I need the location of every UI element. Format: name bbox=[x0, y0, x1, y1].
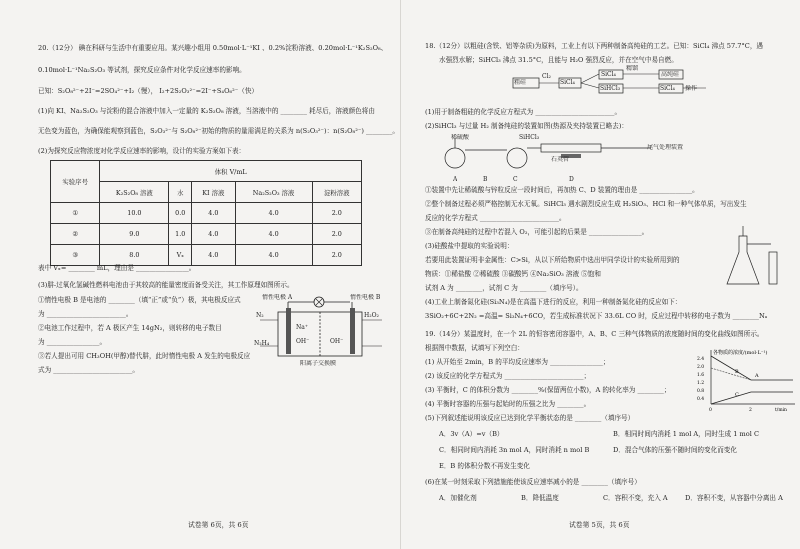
q19-2: (2) 该反应的化学方程式为 ________________________； bbox=[425, 372, 591, 380]
ytick: 2.0 bbox=[697, 365, 705, 370]
table-col: 淀粉溶液 bbox=[312, 182, 361, 203]
curve-c bbox=[711, 392, 793, 404]
right-page bbox=[400, 0, 800, 549]
cell-label-b: 惰性电极 B bbox=[350, 294, 381, 301]
q19-6-opt-c: C．容积不变，充入 A bbox=[603, 494, 668, 502]
q20-p1a: (1)向 KI、Na₂S₂O₃ 与淀粉的混合溶液中加入一定量的 K₂S₂O₈ 溶液，当溶液中的 ________ 耗尽后，溶液颜色将由 bbox=[38, 107, 375, 115]
q20-vx: 表中 Vₓ= ________ mL，理由是 ________________。 bbox=[38, 264, 196, 272]
q20-p3-3: ③若人提出可用 CH₃OH(甲醇)替代肼，此时惰性电极 A 发生的电极反应 bbox=[38, 352, 251, 360]
q19-6-opt-b: B．降低温度 bbox=[521, 494, 559, 502]
q19-5-opt-c: C．相同时间内消耗 3n mol A，同时消耗 n mol B bbox=[439, 446, 590, 454]
cell-label-n2h4: N₂H₄ bbox=[254, 340, 270, 347]
table-cell: 4.0 bbox=[192, 245, 235, 266]
label-a: A bbox=[755, 373, 759, 379]
label-c: C bbox=[735, 392, 739, 398]
right-footer: 试卷第 5页，共 6页 bbox=[569, 521, 630, 529]
left-footer: 试卷第 6页，共 6页 bbox=[188, 521, 249, 529]
table-head-group: 体积 V/mL bbox=[100, 161, 362, 182]
q18-p3: (3)硅酸盐中提取的实验说明： bbox=[425, 242, 514, 250]
q18-p3a: 若要用此装置证明非金属性：C>Si，从以下所给物质中选出甲同学设计的实验所用到的 bbox=[425, 256, 680, 264]
q19-3: (3) 平衡时，C 的体积分数为 ________%(保留两位小数)，A 的转化率为 ________； bbox=[425, 386, 671, 394]
q18-p2-2: ②整个制备过程必须严格控制无水无氧。SiHCl₃ 遇水剧烈反应生成 H₂SiO₃、HCl 和一种气体单质，写出发生 bbox=[425, 200, 747, 208]
q18-p2-2b: 反应的化学方程式 ________________________。 bbox=[425, 214, 566, 222]
app-label-sihcl3: SiHCl₃ bbox=[519, 134, 540, 141]
cell-label-oh2: OH⁻ bbox=[330, 338, 344, 345]
q19-5: (5)下列叙述能说明该反应已达到化学平衡状态的是 ________（填序号） bbox=[425, 414, 635, 422]
q20-p2: (2)为探究反应物浓度对化学反应速率的影响，设计的实验方案如下表： bbox=[38, 147, 246, 155]
q20-p3-1: ①惰性电极 B 是电池的 ________（填“正”或“负”）极，其电极反应式 bbox=[38, 296, 241, 304]
table-head-seq: 实验序号 bbox=[51, 161, 100, 203]
flow-crude: 粗硅 bbox=[514, 79, 527, 86]
chart-xlabel: t/min bbox=[775, 408, 787, 413]
q18-p2-3: ③在制备高纯硅的过程中若混入 O₂，可能引起的后果是 ________________。 bbox=[425, 228, 649, 236]
app-label-d: D bbox=[569, 176, 574, 183]
ytick: 1.6 bbox=[697, 373, 705, 378]
q18-p3c: 试剂 A 为 ________，试剂 C 为 ________（填序号）。 bbox=[425, 284, 583, 292]
q18-head: 18.（12分）以粗硅(含铁、铝等杂质)为原料，工业上有以下两种制备高纯硅的工艺。已知：SiCl₄ 沸点 57.7°C，遇 bbox=[425, 42, 764, 50]
flow-pure1: 高纯硅 bbox=[661, 71, 680, 78]
q19-5-opt-a: A．3v（A）=v（B） bbox=[439, 430, 504, 438]
electrode-b bbox=[350, 308, 355, 354]
cell-label-a: 惰性电极 A bbox=[262, 294, 293, 301]
table-cell: 4.0 bbox=[192, 203, 235, 224]
q20-p3-2b: 为 ________________。 bbox=[38, 338, 107, 346]
q18-p1: (1)用于制备粗硅的化学反应方程式为 ________________________。 bbox=[425, 108, 622, 116]
table-col: K₂S₂O₈ 溶液 bbox=[100, 182, 169, 203]
table-cell: 2.0 bbox=[312, 245, 361, 266]
xtick: 2 bbox=[749, 408, 752, 413]
table-cell: 2.0 bbox=[312, 224, 361, 245]
flow-sicl4b: SiCl₄ bbox=[601, 71, 616, 78]
table-cell: 9.0 bbox=[100, 224, 169, 245]
q20-reaction: 已知：S₂O₈²⁻+2I⁻=2SO₄²⁻+I₂（慢）， I₂+2S₂O₃²⁻=2I⁻+S₄O₆²⁻（快） bbox=[38, 87, 259, 95]
q19-1: (1) 从开始至 2min，B 的平均反应速率为 ________________； bbox=[425, 358, 610, 366]
app-label-tail: 尾气处理装置 bbox=[647, 144, 684, 151]
experiment-table bbox=[50, 160, 362, 266]
flow-cl2: Cl₂ bbox=[542, 73, 551, 80]
q19-5-opt-d: D．混合气体的压强不随时间的变化而变化 bbox=[613, 446, 737, 454]
q20-p1b: 无色变为蓝色，为确保能观察到蓝色，S₂O₃²⁻与 S₂O₈²⁻初始的物质的量需满足的关系为 n(S₂O₃²⁻)：n(S₂O₈²⁻) ________。 bbox=[38, 127, 399, 135]
q18-p2-1: ①装置中先让稀硫酸与锌粒反应一段时间后，再加热 C、D 装置的理由是 ________________。 bbox=[425, 186, 699, 194]
ytick: 0.8 bbox=[697, 389, 705, 394]
table-cell: ② bbox=[51, 224, 100, 245]
flow-sicl4c: SiCl₄ bbox=[660, 85, 675, 92]
table-row bbox=[51, 245, 362, 266]
app-label-b: B bbox=[483, 176, 488, 183]
app-label-a: A bbox=[453, 176, 458, 183]
curve-a bbox=[711, 356, 793, 380]
ytick: 2.4 bbox=[697, 357, 705, 362]
table-col: Na₂S₂O₃ 溶液 bbox=[235, 182, 312, 203]
cell-label-na: Na⁺ bbox=[296, 324, 308, 331]
flow-label3: 操作 bbox=[685, 85, 698, 92]
table-cell: 4.0 bbox=[235, 245, 312, 266]
table-cell: 4.0 bbox=[235, 203, 312, 224]
chart-ytitle: 各物质的浓度/(mol·L⁻¹) bbox=[713, 350, 768, 356]
q19-4: (4) 平衡时容器的压强与起始时的压强之比为 ________。 bbox=[425, 400, 591, 408]
table-col: 水 bbox=[169, 182, 192, 203]
q19-5-opt-b: B．相同时间内消耗 1 mol A，同时生成 1 mol C bbox=[613, 430, 759, 438]
q18-p4: (4)工业上制备氮化硅(Si₃N₄)是在高温下进行的反应，利用一种制备氮化硅的反应如下： bbox=[425, 298, 682, 306]
cell-label-membrane: 阳离子交换膜 bbox=[300, 360, 337, 367]
q19-6-opt-d: D．容积不变，从容器中分离出 A bbox=[685, 494, 783, 502]
apparatus-diagram bbox=[441, 134, 711, 174]
q19-line2: 根据图中数据，试填写下列空白： bbox=[425, 344, 524, 352]
flask-apparatus bbox=[717, 222, 787, 292]
concentration-chart bbox=[695, 346, 799, 414]
table-cell: 8.0 bbox=[100, 245, 169, 266]
q20-head: 20.（12分） 碘在科研与生活中有重要应用。某兴趣小组用 0.50mol·L⁻¹KI 、0.2%淀粉溶液、0.20mol·L⁻¹K₂S₂O₈、 bbox=[38, 44, 388, 52]
flow-sicl4a: SiCl₄ bbox=[560, 79, 575, 86]
cell-label-h2o2: H₂O₂ bbox=[364, 312, 379, 319]
table-cell: ③ bbox=[51, 245, 100, 266]
table-row bbox=[51, 203, 362, 224]
table-row bbox=[51, 224, 362, 245]
q18-p3b: 物质：①稀盐酸 ②稀硫酸 ③碳酸钙 ④Na₂SiO₃ 溶液 ⑤饱和 bbox=[425, 270, 601, 278]
app-label-flask: 稀硫酸 bbox=[451, 134, 470, 141]
table-cell: 2.0 bbox=[312, 203, 361, 224]
flow-sihcl3: SiHCl₃ bbox=[600, 85, 621, 92]
ytick: 1.2 bbox=[697, 381, 705, 386]
table-col: KI 溶液 bbox=[192, 182, 235, 203]
table-cell: 1.0 bbox=[169, 224, 192, 245]
table-cell: 4.0 bbox=[235, 224, 312, 245]
q20-p3-3b: 式为 ________________________。 bbox=[38, 366, 140, 374]
table-cell: 10.0 bbox=[100, 203, 169, 224]
curve-b bbox=[711, 368, 793, 380]
cell-label-n2: N₂ bbox=[256, 312, 264, 319]
electrode-a bbox=[286, 308, 291, 354]
q20-p3: (3)肼-过氧化氢碱性燃料电池由于其较高的能量密度而备受关注，其工作原理如图所示。 bbox=[38, 281, 294, 289]
q20-p3-1b: 为 ________________________。 bbox=[38, 310, 133, 318]
app-label-tube: 石英管 bbox=[551, 156, 570, 163]
table-cell: ① bbox=[51, 203, 100, 224]
app-label-c: C bbox=[513, 176, 518, 183]
q18-line2: 水强烈水解；SiHCl₃ 沸点 31.5°C，且能与 H₂O 强烈反应，并在空气中易自燃。 bbox=[439, 56, 678, 64]
q18-p4eq: 3SiO₂+6C+2N₂ =高温= Si₃N₄+6CO，若生成标准状况下 33.6L CO 时，反应过程中转移的电子数为 ________Nₐ bbox=[425, 312, 768, 320]
ytick: 0.4 bbox=[697, 397, 705, 402]
q19-5-opt-e: E．B 的体积分数不再发生变化 bbox=[439, 462, 530, 470]
q19-6: (6)在某一时刻采取下列措施能使该反应速率减小的是 ________（填序号） bbox=[425, 478, 641, 486]
table-cell: 0.0 bbox=[169, 203, 192, 224]
q19-6-opt-a: A．加催化剂 bbox=[439, 494, 477, 502]
q20-line2: 0.10mol·L⁻¹Na₂S₂O₃ 等试剂，探究反应条件对化学反应速率的影响。 bbox=[38, 66, 246, 74]
xtick: 0 bbox=[709, 408, 712, 413]
table-cell: 4.0 bbox=[192, 224, 235, 245]
flow-label2: 精馏 bbox=[626, 65, 639, 72]
label-b: B bbox=[735, 369, 739, 375]
cell-label-oh: OH⁻ bbox=[296, 338, 310, 345]
table-cell: Vₓ bbox=[169, 245, 192, 266]
q18-p2: (2)SiHCl₃ 与过量 H₂ 制备纯硅的装置如图(热源及夹持装置已略去)： bbox=[425, 122, 628, 130]
q20-p3-2: ②电池工作过程中，若 A 极区产生 14gN₂，则转移的电子数目 bbox=[38, 324, 222, 332]
q19-head: 19.（14分）某温度时，在一个 2L 的恒容密闭容器中，A、B、C 三种气体物质的浓度随时间的变化曲线如图所示。 bbox=[425, 330, 764, 338]
